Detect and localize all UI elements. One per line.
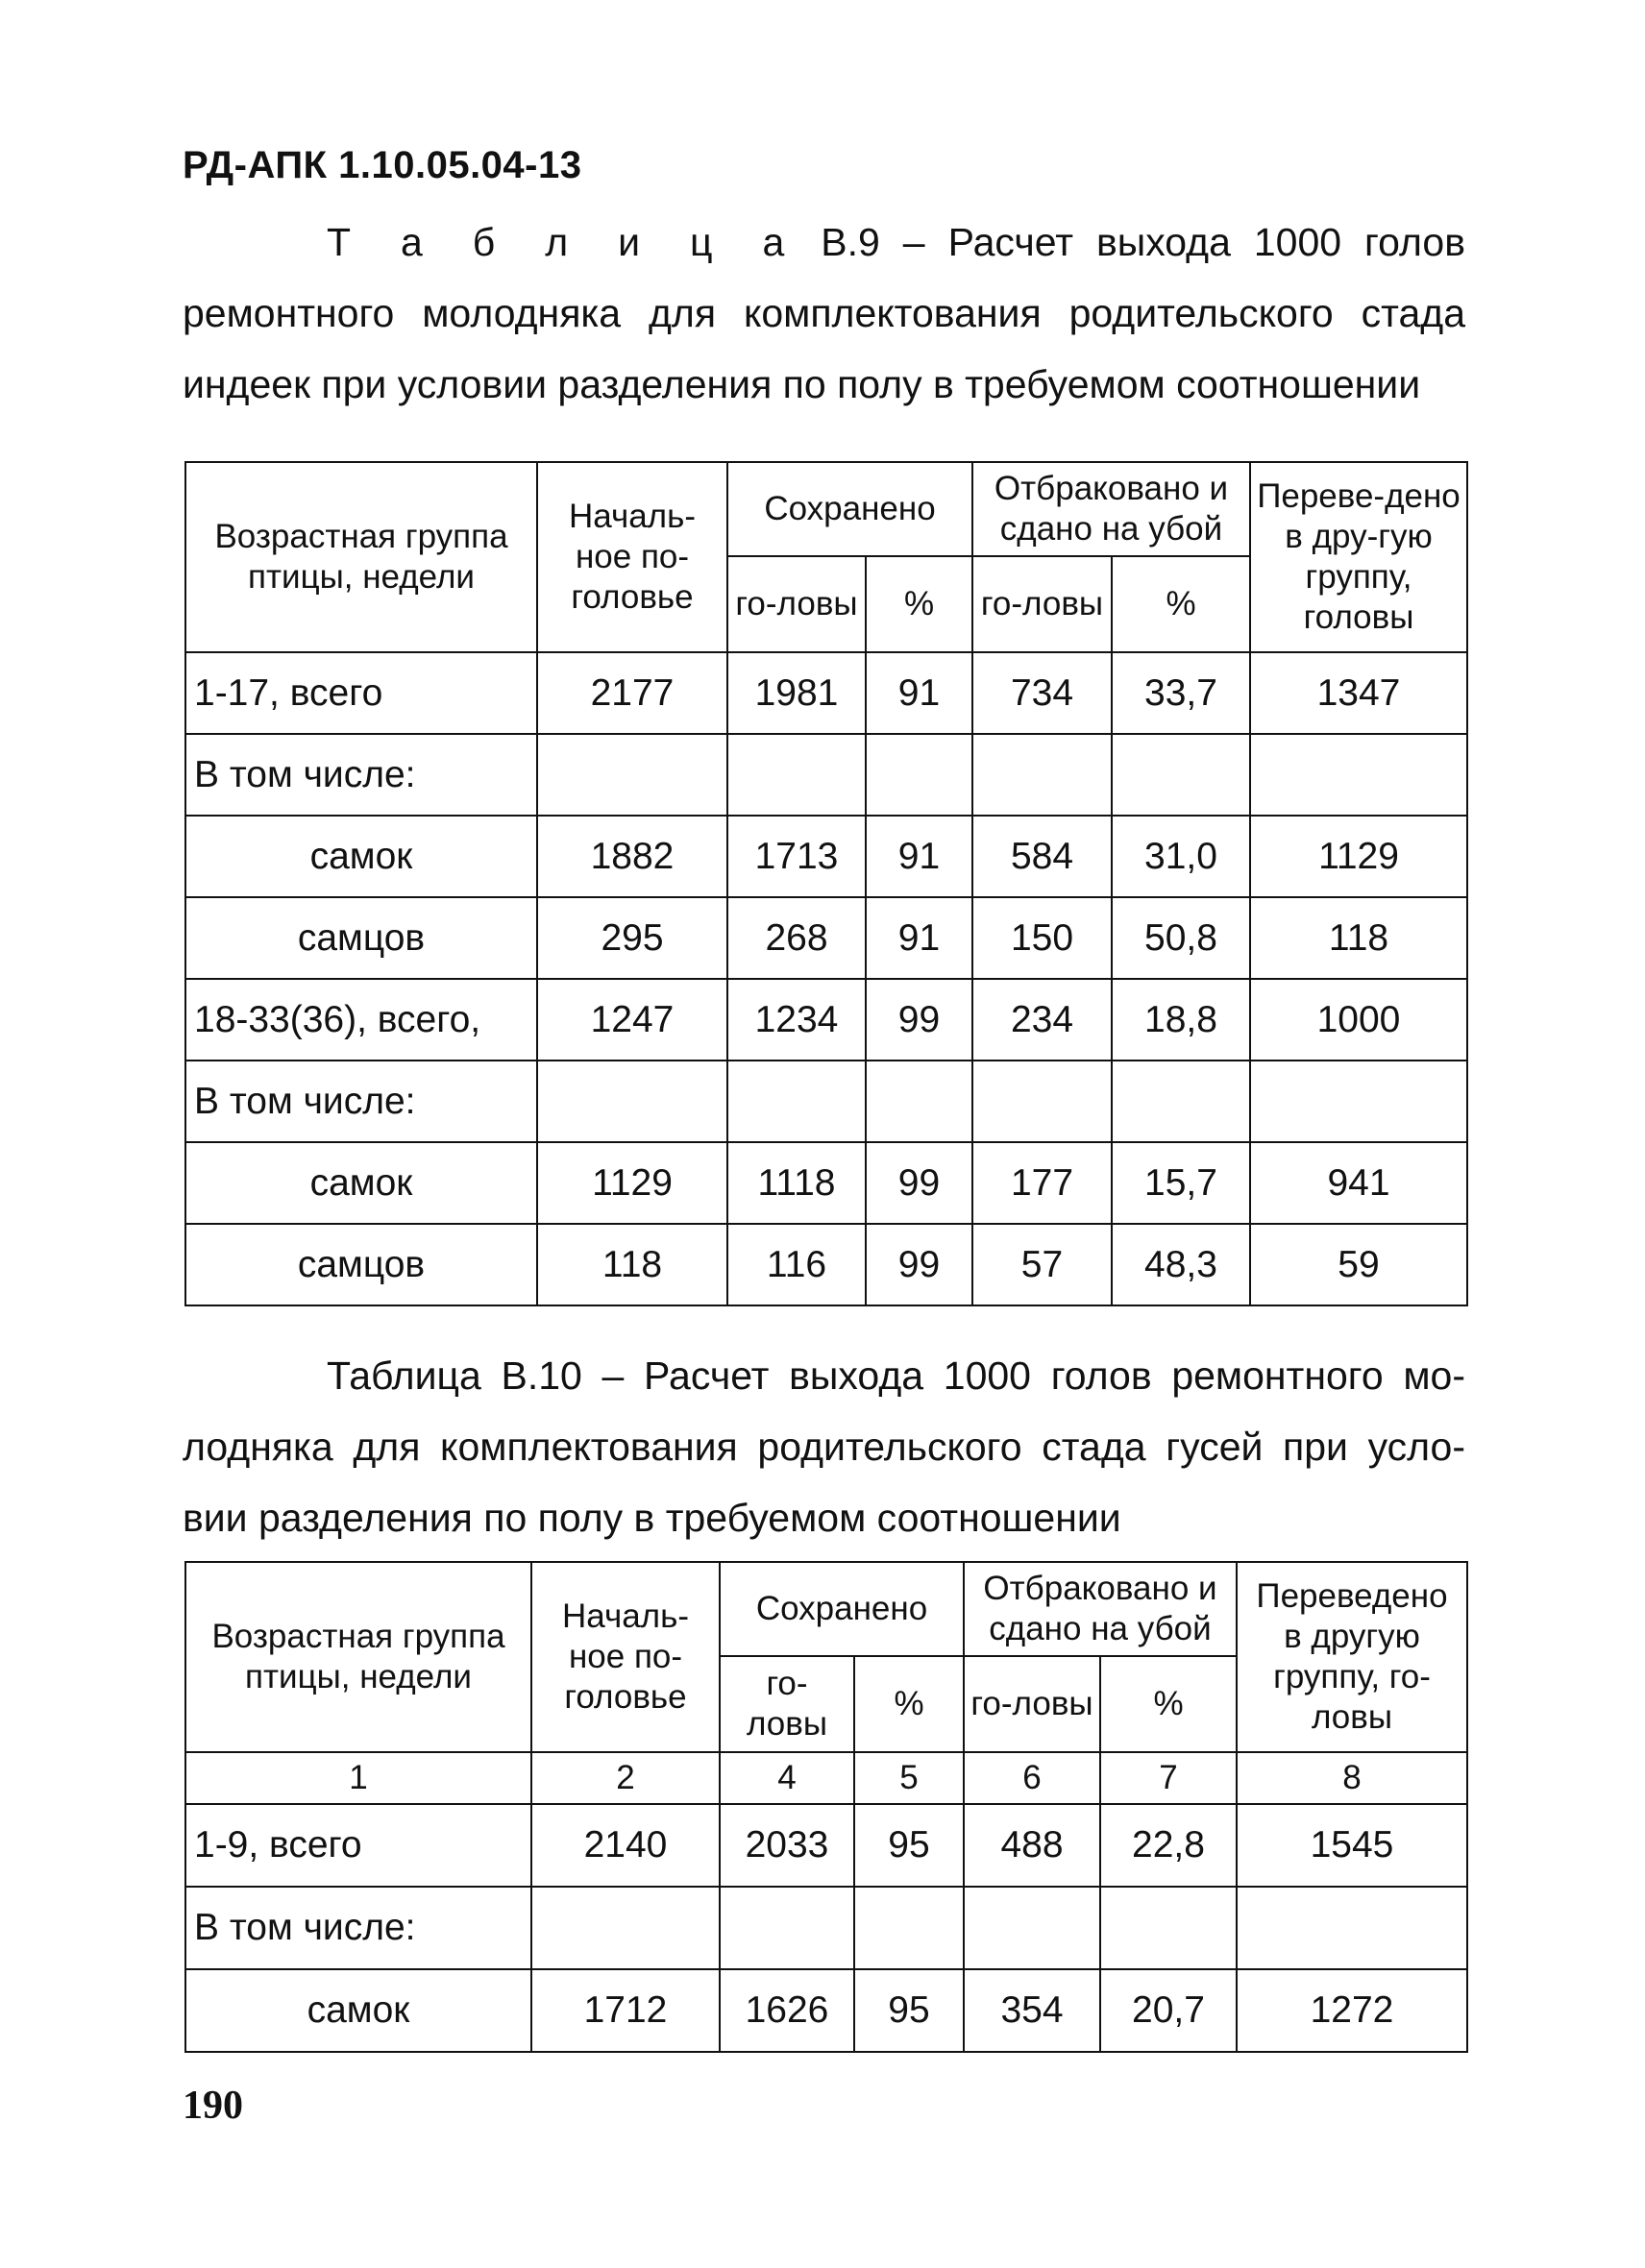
table-cell: 15,7 <box>1112 1142 1250 1224</box>
table-cell: 1000 <box>1250 979 1467 1061</box>
table-cell <box>1250 734 1467 816</box>
table2-header-culled-percent: % <box>1100 1656 1237 1752</box>
table-cell <box>1237 1887 1467 1969</box>
table-cell: 1118 <box>727 1142 866 1224</box>
table-cell: 118 <box>537 1224 727 1305</box>
column-number: 5 <box>854 1752 964 1804</box>
table-cell: 22,8 <box>1100 1804 1237 1887</box>
table-cell: 1234 <box>727 979 866 1061</box>
table1-header-transferred: Переве-дено в дру-гую группу, головы <box>1250 462 1467 652</box>
table-cell: В том числе: <box>185 734 537 816</box>
table-cell: 268 <box>727 897 866 979</box>
table2-header-culled: Отбраковано и сдано на убой <box>964 1562 1237 1656</box>
table-cell <box>972 1061 1112 1142</box>
table-cell <box>964 1887 1100 1969</box>
table-cell: 99 <box>866 979 972 1061</box>
table-cell <box>537 734 727 816</box>
table1-caption <box>183 207 1465 420</box>
table-cell: 295 <box>537 897 727 979</box>
table-cell: 354 <box>964 1969 1100 2052</box>
table-cell: 1129 <box>537 1142 727 1224</box>
table-cell: 2177 <box>537 652 727 734</box>
column-number: 1 <box>185 1752 531 1804</box>
table-row <box>185 1142 1467 1224</box>
table-row <box>185 1969 1467 2052</box>
table-cell: 177 <box>972 1142 1112 1224</box>
table1-header-initial: Началь-ное по-головье <box>537 462 727 652</box>
table-cell <box>1112 734 1250 816</box>
table-cell: 31,0 <box>1112 816 1250 897</box>
column-number-row <box>185 1752 1467 1804</box>
table-cell: 488 <box>964 1804 1100 1887</box>
table-row <box>185 1804 1467 1887</box>
table-row <box>185 1224 1467 1305</box>
table-row <box>185 1061 1467 1142</box>
table-row <box>185 652 1467 734</box>
table-row <box>185 816 1467 897</box>
table1-header-culled-percent: % <box>1112 556 1250 652</box>
table1 <box>184 461 1468 1306</box>
table-row <box>185 1887 1467 1969</box>
table-cell: 1545 <box>1237 1804 1467 1887</box>
table-cell: 57 <box>972 1224 1112 1305</box>
table-cell <box>720 1887 854 1969</box>
table-cell: 20,7 <box>1100 1969 1237 2052</box>
table-cell: 234 <box>972 979 1112 1061</box>
table-cell: самок <box>185 1969 531 2052</box>
table1-header-culled: Отбраковано и сдано на убой <box>972 462 1250 556</box>
table-cell: 48,3 <box>1112 1224 1250 1305</box>
column-number: 6 <box>964 1752 1100 1804</box>
table-cell: 1713 <box>727 816 866 897</box>
table-cell: самок <box>185 816 537 897</box>
table-cell: 33,7 <box>1112 652 1250 734</box>
table-cell <box>972 734 1112 816</box>
table-cell: 1712 <box>531 1969 720 2052</box>
table-cell: 1247 <box>537 979 727 1061</box>
table-cell: 734 <box>972 652 1112 734</box>
table2-header-age-group: Возрастная группа птицы, недели <box>185 1562 531 1752</box>
table-cell <box>1250 1061 1467 1142</box>
table-row <box>185 734 1467 816</box>
table-cell: 1882 <box>537 816 727 897</box>
table-cell: 1-9, всего <box>185 1804 531 1887</box>
table-cell: 59 <box>1250 1224 1467 1305</box>
table-row <box>185 979 1467 1061</box>
table1-caption-label: Т а б л и ц а <box>327 220 798 264</box>
table-cell: 1129 <box>1250 816 1467 897</box>
table-cell: 18-33(36), всего, <box>185 979 537 1061</box>
table-cell <box>727 734 866 816</box>
table-cell: 118 <box>1250 897 1467 979</box>
table1-header-kept-heads: го-ловы <box>727 556 866 652</box>
table-cell: В том числе: <box>185 1061 537 1142</box>
table-cell: самцов <box>185 897 537 979</box>
table-cell <box>866 734 972 816</box>
table2-header-transferred: Переведено в другую группу, го-ловы <box>1237 1562 1467 1752</box>
table-cell: 584 <box>972 816 1112 897</box>
table-cell: 116 <box>727 1224 866 1305</box>
table1-header-kept: Сохранено <box>727 462 972 556</box>
table2-header-initial: Началь-ное по-головье <box>531 1562 720 1752</box>
table2-header-kept-percent: % <box>854 1656 964 1752</box>
table-cell: 2140 <box>531 1804 720 1887</box>
table-cell: 1981 <box>727 652 866 734</box>
table-cell: 91 <box>866 816 972 897</box>
table-cell: В том числе: <box>185 1887 531 1969</box>
table-cell: 2033 <box>720 1804 854 1887</box>
table-cell: 99 <box>866 1142 972 1224</box>
table-cell: 91 <box>866 897 972 979</box>
table-row <box>185 897 1467 979</box>
table2-header-kept: Сохранено <box>720 1562 964 1656</box>
table-cell: 1347 <box>1250 652 1467 734</box>
table-cell: 1-17, всего <box>185 652 537 734</box>
column-number: 4 <box>720 1752 854 1804</box>
table-cell <box>727 1061 866 1142</box>
table2-header-kept-heads: го-ловы <box>720 1656 854 1752</box>
table-cell: 150 <box>972 897 1112 979</box>
table-cell: 95 <box>854 1804 964 1887</box>
table1-caption-text: В.9 – Расчет выхода 1000 голов ремонтного молодняка для комплектования родительского стада индеек при условии разделения по полу в требуемом соотношении <box>183 220 1465 406</box>
table-cell <box>531 1887 720 1969</box>
table-cell: 941 <box>1250 1142 1467 1224</box>
table-cell: 99 <box>866 1224 972 1305</box>
table2-caption <box>183 1340 1465 1553</box>
column-number: 7 <box>1100 1752 1237 1804</box>
document-code: РД-АПК 1.10.05.04-13 <box>183 144 582 186</box>
table2-header-culled-heads: го-ловы <box>964 1656 1100 1752</box>
table-cell: 18,8 <box>1112 979 1250 1061</box>
table-cell <box>537 1061 727 1142</box>
table1-header-age-group: Возрастная группа птицы, недели <box>185 462 537 652</box>
table-cell: самцов <box>185 1224 537 1305</box>
table-cell <box>1112 1061 1250 1142</box>
page-number: 190 <box>183 2084 243 2128</box>
table2-caption-text: Таблица В.10 – Расчет выхода 1000 голов ремонтного мо-лодняка для комплектования родительского стада гусей при усло-вии разделения по полу в требуемом соотношении <box>183 1353 1465 1540</box>
table-cell: 1272 <box>1237 1969 1467 2052</box>
table-cell <box>854 1887 964 1969</box>
table1-header-culled-heads: го-ловы <box>972 556 1112 652</box>
table-cell: самок <box>185 1142 537 1224</box>
table2 <box>184 1561 1468 2053</box>
table-cell: 95 <box>854 1969 964 2052</box>
column-number: 2 <box>531 1752 720 1804</box>
table1-header-kept-percent: % <box>866 556 972 652</box>
column-number: 8 <box>1237 1752 1467 1804</box>
table-cell: 91 <box>866 652 972 734</box>
table-cell <box>866 1061 972 1142</box>
table-cell: 1626 <box>720 1969 854 2052</box>
table-cell: 50,8 <box>1112 897 1250 979</box>
table-cell <box>1100 1887 1237 1969</box>
